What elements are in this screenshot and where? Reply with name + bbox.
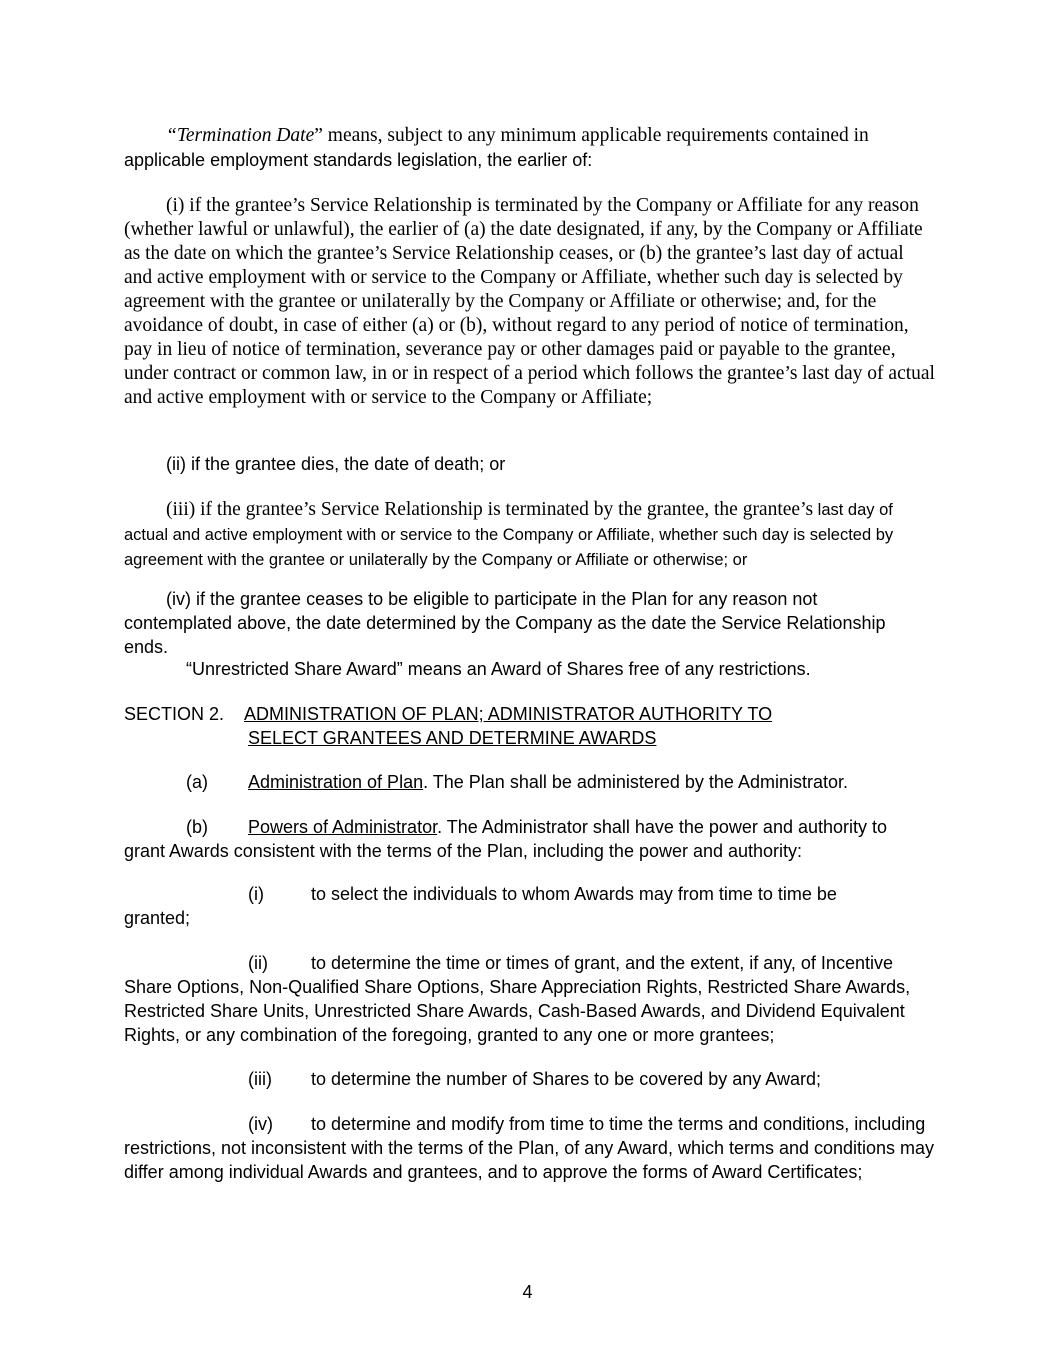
section-2b-paragraph (124, 815, 924, 863)
powers-item-ii-text: to determine the time or times of grant, and the extent, if any, of Incentive Share Options, Non-Qualified Share Options, Share Appreciation Rights, Restricted Share Awards, Restricted Share Units, Unrestricted Share Awards, Cash-Based Awards, and Dividend Equivalent Rights, or any combination of the foregoing, granted to any one or more grantees; (124, 953, 911, 1045)
section-2-title-line1: ADMINISTRATION OF PLAN; ADMINISTRATOR AUTHORITY TO (244, 704, 773, 724)
unrestricted-share-award-definition: “Unrestricted Share Award” means an Award of Shares free of any restrictions. (186, 659, 811, 679)
powers-item-iii-label: (iii) (248, 1069, 272, 1089)
termination-item-iii-lead: (iii) if the grantee’s Service Relationship is terminated by the grantee, the grantee’s (166, 499, 814, 520)
termination-item-iii-rest: last day of actual and active employment with or service to the Company or Affiliate, whether such day is selected by agreement with the grantee or unilaterally by the Company or Affiliate or otherwise; or (124, 501, 894, 569)
section-2a-text: . The Plan shall be administered by the Administrator. (423, 772, 848, 792)
termination-item-i: (i) if the grantee’s Service Relationship is terminated by the Company or Affiliate for any reason (whether lawful or unlawful), the earlier of (a) the date designated, if any, by the Company or Affiliate as the date on which the grantee’s Service Relationship ceases, or (b) the grantee’s last day of actual and active employment with or service to the Company or Affiliate, whether such day is selected by agreement with the grantee or unilaterally by the Company or Affiliate or otherwise; and, for the avoidance of doubt, in case of either (a) or (b), without regard to any period of notice of termination, pay in lieu of notice of termination, severance pay or other damages paid or payable to the grantee, under contract or common law, in or in respect of a period which follows the grantee’s last day of actual and active employment with or service to the Company or Affiliate; (124, 195, 935, 408)
section-2-label: SECTION 2. (124, 704, 225, 724)
powers-item-ii (124, 951, 929, 1047)
powers-item-i (124, 882, 884, 930)
powers-item-iii-text: to determine the number of Shares to be covered by any Award; (311, 1069, 821, 1089)
section-2-title (244, 702, 924, 750)
page-number: 4 (522, 1282, 533, 1302)
powers-item-i-label: (i) (248, 884, 264, 904)
termination-item-iii (124, 497, 934, 572)
termination-date-intro-line2: applicable employment standards legislation, the earlier of: (124, 150, 593, 170)
section-2b-text: . The Administrator shall have the power and authority to grant Awards consistent with the terms of the Plan, including the power and authority: (124, 817, 888, 861)
termination-date-intro-text: ” means, subject to any minimum applicable requirements contained in (314, 125, 869, 146)
powers-item-iv-label: (iv) (248, 1114, 273, 1134)
section-2-title-line2: SELECT GRANTEES AND DETERMINE AWARDS (248, 728, 657, 748)
termination-item-ii: (ii) if the grantee dies, the date of death; or (166, 454, 506, 474)
section-2b-heading: Powers of Administrator (248, 817, 438, 837)
powers-item-iii (124, 1067, 934, 1091)
section-2a-heading: Administration of Plan (248, 772, 424, 792)
powers-item-iv-text: to determine and modify from time to time the terms and conditions, including restrictions, not inconsistent with the terms of the Plan, of any Award, which terms and conditions may differ among individual Awards and grantees, and to approve the forms of Award Certificates; (124, 1114, 935, 1182)
termination-date-term: “Termination Date (166, 125, 315, 146)
section-2a-label: (a) (186, 772, 208, 792)
section-2b-label: (b) (186, 817, 208, 837)
powers-item-i-text: to select the individuals to whom Awards may from time to time be granted; (124, 884, 837, 928)
section-2a-paragraph (248, 770, 928, 794)
powers-item-iv (124, 1112, 936, 1184)
termination-item-iv: (iv) if the grantee ceases to be eligible to participate in the Plan for any reason not contemplated above, the date determined by the Company as the date the Service Relationship ends. (124, 589, 886, 657)
termination-date-intro (124, 124, 934, 148)
powers-item-ii-label: (ii) (248, 953, 268, 973)
